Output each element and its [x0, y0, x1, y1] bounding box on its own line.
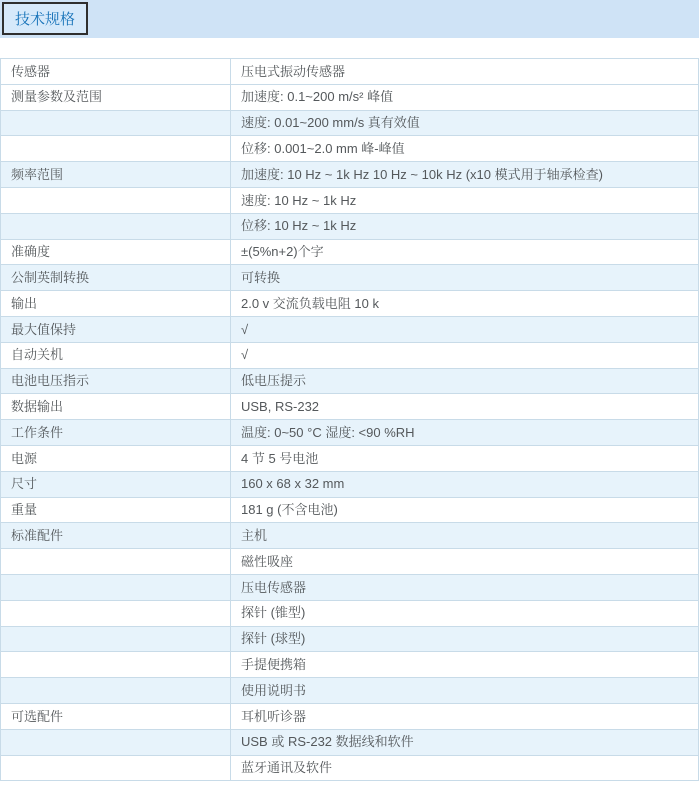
table-row — [1, 213, 699, 239]
spec-label-cell — [1, 213, 231, 239]
table-row — [1, 420, 699, 446]
spec-value-cell: 探针 (球型) — [231, 626, 699, 652]
spec-value-cell: 可转换 — [231, 265, 699, 291]
spec-value-cell: 压电传感器 — [231, 574, 699, 600]
spacer — [0, 38, 699, 58]
spec-label-cell: 电源 — [1, 445, 231, 471]
spec-table-body — [1, 59, 699, 781]
spec-value-cell: 耳机听诊器 — [231, 703, 699, 729]
spec-label-cell — [1, 574, 231, 600]
spec-label-cell: 测量参数及范围 — [1, 84, 231, 110]
spec-value-cell: 加速度: 10 Hz ~ 1k Hz 10 Hz ~ 10k Hz (x10 模式用于轴承检查) — [231, 162, 699, 188]
spec-label-cell — [1, 755, 231, 781]
spec-value-cell: 手提便携箱 — [231, 652, 699, 678]
spec-label-cell — [1, 729, 231, 755]
spec-value-cell: 压电式振动传感器 — [231, 59, 699, 85]
spec-value-cell: √ — [231, 316, 699, 342]
table-row — [1, 549, 699, 575]
spec-label-cell — [1, 136, 231, 162]
table-row — [1, 239, 699, 265]
spec-value-cell: USB, RS-232 — [231, 394, 699, 420]
table-row — [1, 316, 699, 342]
spec-label-cell: 输出 — [1, 291, 231, 317]
spec-label-cell: 标准配件 — [1, 523, 231, 549]
spec-label-cell — [1, 652, 231, 678]
spec-label-cell — [1, 678, 231, 704]
table-row — [1, 703, 699, 729]
table-row — [1, 600, 699, 626]
spec-value-cell: 使用说明书 — [231, 678, 699, 704]
spec-label-cell — [1, 549, 231, 575]
table-row — [1, 162, 699, 188]
spec-label-cell: 可选配件 — [1, 703, 231, 729]
spec-label-cell — [1, 187, 231, 213]
table-row — [1, 265, 699, 291]
spec-value-cell: 位移: 10 Hz ~ 1k Hz — [231, 213, 699, 239]
table-row — [1, 136, 699, 162]
table-row — [1, 59, 699, 85]
table-row — [1, 729, 699, 755]
spec-label-cell: 数据输出 — [1, 394, 231, 420]
table-row — [1, 110, 699, 136]
table-row — [1, 394, 699, 420]
spec-value-cell: 磁性吸座 — [231, 549, 699, 575]
spec-label-cell: 重量 — [1, 497, 231, 523]
table-row — [1, 678, 699, 704]
spec-value-cell: 探针 (锥型) — [231, 600, 699, 626]
spec-value-cell: 位移: 0.001~2.0 mm 峰-峰值 — [231, 136, 699, 162]
table-row — [1, 342, 699, 368]
table-row — [1, 291, 699, 317]
spec-label-cell: 准确度 — [1, 239, 231, 265]
spec-label-cell — [1, 600, 231, 626]
spec-value-cell: 低电压提示 — [231, 368, 699, 394]
table-row — [1, 471, 699, 497]
spec-label-cell: 尺寸 — [1, 471, 231, 497]
spec-value-cell: 181 g (不含电池) — [231, 497, 699, 523]
spec-table — [0, 58, 699, 781]
tab-label: 技术规格 — [15, 11, 76, 28]
spec-label-cell — [1, 626, 231, 652]
table-row — [1, 523, 699, 549]
tab-tech-specs[interactable] — [2, 2, 88, 35]
table-row — [1, 626, 699, 652]
spec-value-cell: 温度: 0~50 °C 湿度: <90 %RH — [231, 420, 699, 446]
spec-value-cell: 4 节 5 号电池 — [231, 445, 699, 471]
table-row — [1, 574, 699, 600]
spec-label-cell: 电池电压指示 — [1, 368, 231, 394]
table-row — [1, 187, 699, 213]
spec-value-cell: 加速度: 0.1~200 m/s² 峰值 — [231, 84, 699, 110]
tab-bar — [0, 0, 699, 38]
spec-label-cell: 频率范围 — [1, 162, 231, 188]
table-row — [1, 497, 699, 523]
spec-value-cell: √ — [231, 342, 699, 368]
spec-value-cell: 蓝牙通讯及软件 — [231, 755, 699, 781]
spec-label-cell — [1, 110, 231, 136]
spec-value-cell: 2.0 v 交流负载电阻 10 k — [231, 291, 699, 317]
spec-value-cell: USB 或 RS-232 数据线和软件 — [231, 729, 699, 755]
table-row — [1, 755, 699, 781]
spec-value-cell: 速度: 0.01~200 mm/s 真有效值 — [231, 110, 699, 136]
spec-label-cell: 传感器 — [1, 59, 231, 85]
spec-value-cell: 160 x 68 x 32 mm — [231, 471, 699, 497]
table-row — [1, 84, 699, 110]
spec-label-cell: 自动关机 — [1, 342, 231, 368]
table-row — [1, 652, 699, 678]
spec-value-cell: ±(5%n+2)个字 — [231, 239, 699, 265]
table-row — [1, 368, 699, 394]
spec-value-cell: 速度: 10 Hz ~ 1k Hz — [231, 187, 699, 213]
spec-label-cell: 最大值保持 — [1, 316, 231, 342]
spec-label-cell: 公制英制转换 — [1, 265, 231, 291]
spec-value-cell: 主机 — [231, 523, 699, 549]
spec-label-cell: 工作条件 — [1, 420, 231, 446]
table-row — [1, 445, 699, 471]
